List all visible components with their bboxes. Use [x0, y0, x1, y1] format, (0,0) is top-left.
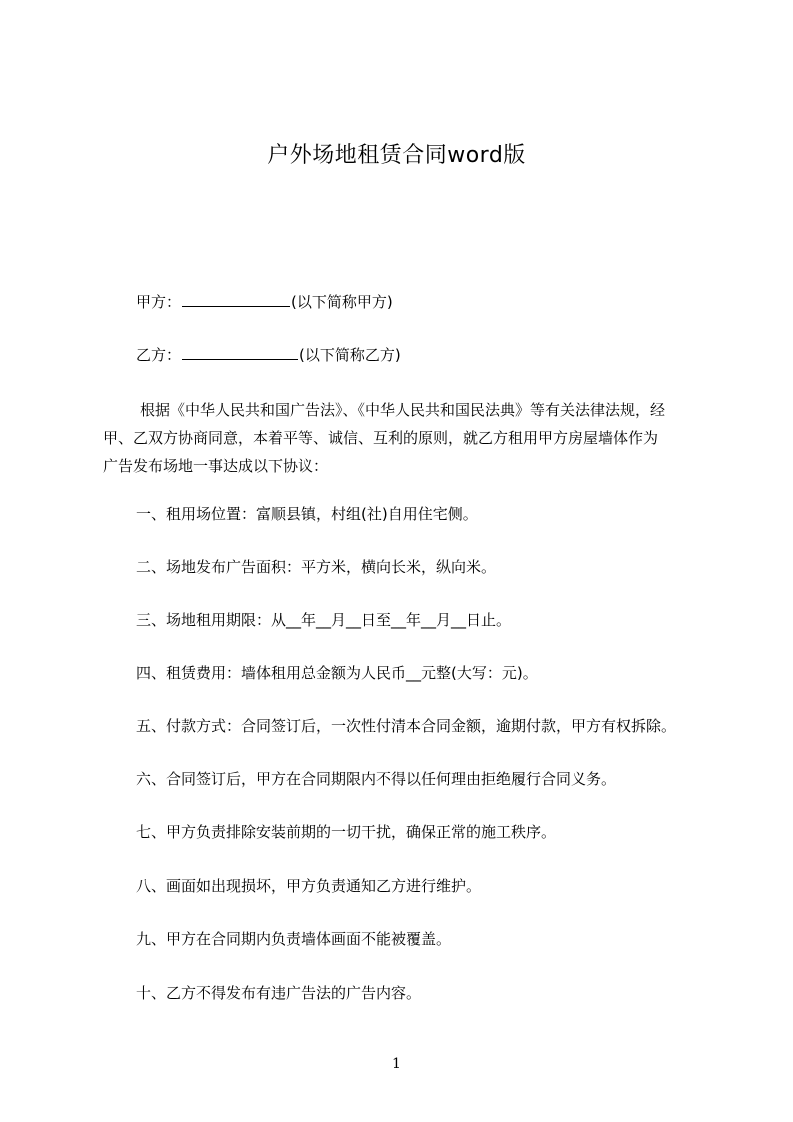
preamble-line: 根据《中华人民共和国广告法》、《中华人民共和国民法典》等有关法律法规，经 — [140, 401, 666, 419]
clause-6: 六、合同签订后，甲方在合同期限内不得以任何理由拒绝履行合同义务。 — [136, 770, 617, 788]
page-number: 1 — [392, 1056, 401, 1072]
preamble-line: 甲、乙双方协商同意，本着平等、诚信、互利的原则，就乙方租用甲方房屋墙体作为 — [103, 429, 659, 447]
clause-4: 四、租赁费用：墙体租用总金额为人民币__元整(大写：元)。 — [136, 664, 538, 682]
party-a-note: (以下简称甲方) — [291, 293, 393, 311]
preamble-line: 广告发布场地一事达成以下协议： — [103, 457, 329, 475]
clause-7: 七、甲方负责排除安装前期的一切干扰，确保正常的施工秩序。 — [136, 823, 557, 841]
clause-9: 九、甲方在合同期内负责墙体画面不能被覆盖。 — [136, 930, 452, 948]
clause-5: 五、付款方式：合同签订后，一次性付清本合同金额，逾期付款，甲方有权拆除。 — [136, 717, 677, 735]
party-a-line — [136, 292, 393, 312]
party-b-label: 乙方： — [136, 346, 182, 364]
party-a-blank — [182, 292, 290, 307]
party-b-blank — [182, 345, 298, 360]
clause-10: 十、乙方不得发布有违广告法的广告内容。 — [136, 984, 422, 1002]
document-title: 户外场地租赁合同word版 — [267, 143, 526, 168]
clause-2: 二、场地发布广告面积：平方米，横向长米，纵向米。 — [136, 558, 497, 576]
clause-8: 八、画面如出现损坏，甲方负责通知乙方进行维护。 — [136, 877, 482, 895]
clause-1: 一、租用场位置：富顺县镇，村组(社)自用住宅侧。 — [136, 505, 478, 523]
party-a-label: 甲方： — [136, 293, 182, 311]
party-b-line — [136, 345, 401, 365]
preamble-paragraph — [103, 396, 695, 480]
party-b-note: (以下简称乙方) — [299, 346, 401, 364]
clause-3: 三、场地租用期限：从__年__月__日至__年__月__日止。 — [136, 611, 512, 629]
